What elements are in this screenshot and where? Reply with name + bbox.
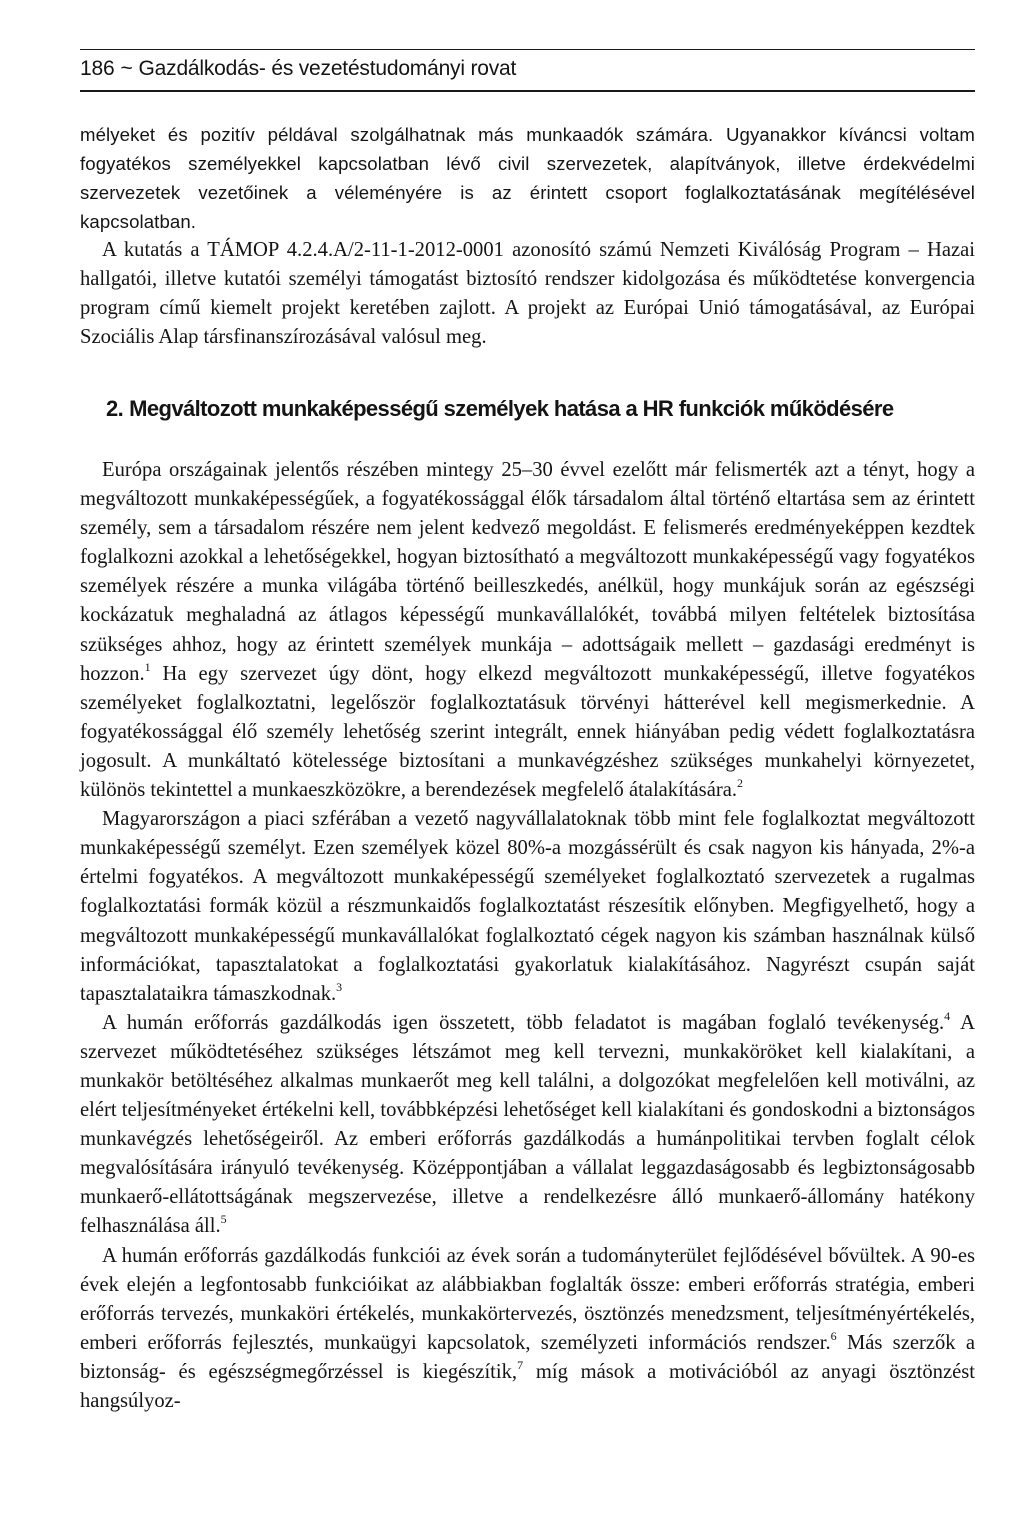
paragraph-text: Más szerzők a biztonság- és egészségmegőrzéssel is kiegészítik, (80, 1331, 975, 1383)
main-text (80, 456, 975, 1416)
header-top-rule (80, 49, 975, 50)
paragraph (80, 1242, 975, 1417)
footnote-ref: 1 (144, 659, 151, 674)
header-text (80, 56, 516, 82)
paragraph (80, 805, 975, 1009)
section-number: 2. (106, 396, 124, 421)
footnote-ref: 7 (517, 1357, 524, 1372)
intro-paragraph-1: mélyeket és pozitív példával szolgálhatnak más munkaadók számára. Ugyanakkor kíváncsi voltam fogyatékos személyekkel kapcsolatban lévő civil szervezetek, alapítványok, illetve érdekvédelmi szervezetek vezetőinek a véleményére is az érintett csoport foglalkoztatásának megítélésével kapcsolatban. (80, 124, 975, 233)
footnote-ref: 5 (220, 1212, 227, 1227)
footnote-ref: 2 (737, 776, 743, 791)
column-title: Gazdálkodás- és vezetéstudományi rovat (138, 57, 517, 80)
paragraph (80, 456, 975, 805)
paragraph-text: Európa országainak jelentős részében mintegy 25–30 évvel ezelőtt már felismerték azt a tényt, hogy a megváltozott munkaképességűek, a fogyatékossággal élők társadalom által történő eltartása sem az érintett személy, sem a társadalom részére nem jelent kedvező megoldást. E felismerés eredményeképpen kezdtek foglalkozni azokkal a lehetőségekkel, hogyan biztosítható a megváltozott munkaképességű vagy fogyatékos személyek részére a munka világába történő beilleszkedés, anélkül, hogy munkájuk során az egészségi kockázatuk meghaladná az átlagos képességű munkavállalókét, továbbá milyen feltételek biztosítása szükséges ahhoz, hogy az érintett személyek munkája – adottságaik mellett – gazdasági eredményt is hozzon. (80, 459, 975, 685)
funding-paragraph: A kutatás a TÁMOP 4.2.4.A/2-11-1-2012-0001 azonosító számú Nemzeti Kiválóság Program – Hazai hallgatói, illetve kutatói személyi támogatást biztosító rendszer kidolgozása és működtetése konvergencia program című kiemelt projekt keretében zajlott. A projekt az Európai Unió támogatásával, az Európai Szociális Alap társfinanszírozásával valósul meg. (80, 239, 975, 349)
intro-block (80, 120, 975, 236)
section-heading (106, 394, 975, 424)
paragraph-text: A humán erőforrás gazdálkodás igen összetett, több feladatot is magában foglaló tevékenység. (102, 1011, 945, 1034)
book-page (80, 0, 980, 1529)
section-title: Megváltozott munkaképességű személyek hatása a HR funkciók működésére (129, 396, 894, 421)
running-header (80, 40, 975, 92)
page-number: 186 (80, 57, 115, 80)
paragraph (80, 1009, 975, 1242)
paragraph-text: Magyarországon a piaci szférában a vezető nagyvállalatoknak több mint fele foglalkoztat megváltozott munkaképességű személyt. Ezen személyek közel 80%-a mozgássérült és csak nagyon kis hányada, 2%-a értelmi fogyatékos. A megváltozott munkaképességű személyeket foglalkoztató szervezetek a rugalmas foglalkoztatási formák közül a részmunkaidős foglalkoztatást részesítik előnyben. Megfigyelhető, hogy a megváltozott munkaképességű munkavállalókat foglalkoztató cégek nagyon kis számban használnak külső információkat, tapasztalatokat a foglalkoztatási gyakorlatuk kialakításához. Nagyrészt csupán saját tapasztalataikra támaszkodnak. (80, 808, 975, 1005)
footnote-ref: 4 (944, 1008, 951, 1023)
footnote-ref: 3 (336, 979, 343, 994)
paragraph-text: míg mások a motivációból az anyagi ösztönzést hangsúlyoz- (80, 1360, 975, 1412)
footnote-ref: 6 (830, 1328, 837, 1343)
paragraph-text: A szervezet működtetéséhez szükséges létszámot meg kell tervezni, munkaköröket kell kialakítani, a munkakör betöltéséhez alkalmas munkaerőt meg kell találni, a dolgozókat megfelelően kell motiválni, az elért teljesítményeket értékelni kell, továbbképzési lehetőséget kell kialakítani és gondoskodni a biztonságos munkavégzés lehetőségeiről. Az emberi erőforrás gazdálkodás a humánpolitikai tervben foglalt célok megvalósítására irányuló tevékenység. Középpontjában a vállalat leggazdaságosabb és legbiztonságosabb munkaerő-ellátottságának megszervezése, illetve a rendelkezésre álló munkaerő-állomány hatékony felhasználása áll. (80, 1011, 975, 1238)
paragraph-text: A humán erőforrás gazdálkodás funkciói az évek során a tudományterület fejlődésével bővültek. A 90-es évek elején a legfontosabb funkcióikat az alábbiakban foglalták össze: emberi erőforrás stratégia, emberi erőforrás tervezés, munkaköri értékelés, munkakörtervezés, ösztönzés menedzsment, teljesítményértékelés, emberi erőforrás fejlesztés, munkaügyi kapcsolatok, személyzeti információs rendszer. (80, 1244, 975, 1354)
header-separator: ~ (120, 57, 133, 80)
paragraph-text: Ha egy szervezet úgy dönt, hogy elkezd megváltozott munkaképességű, illetve fogyatékos személyeket foglalkoztatni, legelőször foglalkoztatásuk törvényi hátterével kell megismerkednie. A fogyatékossággal élő személy lehetőség szerint integrált, ennek hiányában pedig védett foglalkoztatásra jogosult. A munkáltató kötelessége biztosítani a munkavégzéshez szükséges munkahelyi környezetet, különös tekintettel a munkaeszközökre, a berendezések megfelelő átalakítására. (80, 662, 975, 802)
funding-block (80, 236, 975, 352)
